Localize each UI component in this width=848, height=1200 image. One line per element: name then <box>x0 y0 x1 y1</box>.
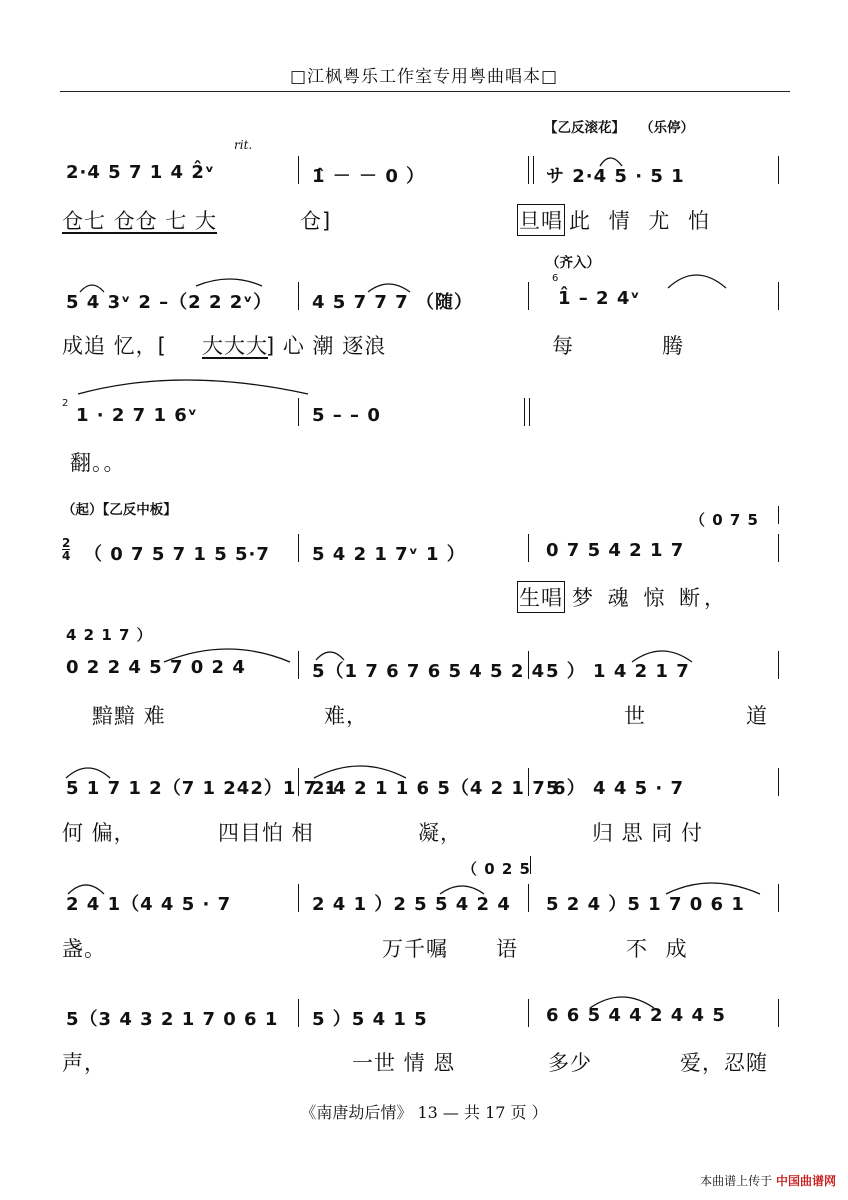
s1-measure-1: 2·4 5 7 1 4 2̂ᵛ <box>66 162 215 183</box>
s6-measure-3: 5 ） 4 4 5 · 7 <box>546 778 685 799</box>
s5-lyric-c: 世 <box>624 704 646 728</box>
slur-arc <box>600 158 622 166</box>
s4-measure-1: （ 0 7 5 7 1 5 5·7 <box>84 544 270 565</box>
s7-lyric-c: 语 <box>496 937 518 961</box>
role-sheng-chang: 生唱 <box>517 581 565 613</box>
s6-lyric-c: 凝， <box>418 821 462 845</box>
site-watermark <box>700 1172 836 1189</box>
s1-measure-3: サ 2·4 5 · 5 1 <box>546 166 685 187</box>
s8-lyric-b: 一世 情 恩 <box>352 1051 456 1075</box>
s7-lyric-d: 不 成 <box>626 937 693 961</box>
s4-lyric: 梦 魂 惊 断， <box>572 586 730 610</box>
s7-lyric-b: 万千嘱 <box>382 937 448 961</box>
s2-measure-3: 1̂ – 2 4ᵛ <box>558 288 641 309</box>
s6-lyric-b: 四目怕 相 <box>218 821 314 845</box>
page-footer: 《南唐劫后情》 13 — 共 17 页 ） <box>300 1103 548 1122</box>
slur-arc <box>632 651 692 662</box>
s5-lyric-b: 难， <box>324 704 368 728</box>
s8-measure-2: 5 ）5 4 1 5 <box>312 1009 428 1030</box>
s2-lyric-d: 每 <box>552 334 574 358</box>
s8-lyric-c: 多少 <box>548 1051 592 1075</box>
s2-measure-1: 5 4 3ᵛ 2 –（2 2 2ᵛ） <box>66 292 273 313</box>
s8-lyric-a: 声， <box>62 1051 106 1075</box>
slur-arc <box>316 652 344 660</box>
s7-measure-2: 2 4 1 ）2 5 5 4 2 4 <box>312 894 511 915</box>
slur-arc <box>314 766 406 778</box>
slur-arc <box>666 883 760 894</box>
s2-lyric-c: ] 心 潮 逐浪 <box>266 334 387 358</box>
slur-arc <box>440 886 484 894</box>
s7-measure-3: 5 2 4 ）5 1 7 0 6 1 <box>546 894 745 915</box>
s3-measure-2: 5 – – 0 <box>312 405 381 426</box>
s4-alt-notes: （ 0 7 5 <box>690 511 759 529</box>
s4-measure-2: 5 4 2 1 7ᵛ 1 ） <box>312 544 466 565</box>
annotation-qiru: （齐入） <box>546 255 600 271</box>
slur-arc <box>80 285 104 292</box>
slur-arc <box>196 279 262 286</box>
annotation-yifan-gunhua: 【乙反滚花】 <box>544 120 625 136</box>
s4-measure-3: 0 7 5 4 2 1 7 <box>546 540 685 561</box>
slur-arc <box>368 284 410 292</box>
svg-text:2: 2 <box>62 398 69 409</box>
s1-lyric-text: 此 情 尤 怕 <box>569 209 716 233</box>
s1-lyric-cang: 仓] <box>300 209 332 233</box>
svg-text:6: 6 <box>552 273 559 284</box>
s2-lyric-a: 成追 忆，[ <box>62 334 167 358</box>
s6-lyric-a: 何 偏， <box>62 821 136 845</box>
s3-measure-1: 1 · 2 7 1 6ᵛ <box>76 405 198 426</box>
s2-lyric-e: 腾 <box>662 334 684 358</box>
s3-lyric: 翻。。 <box>70 451 126 475</box>
site-logo: 中国曲谱网 <box>775 1174 836 1188</box>
annotation-rit: rit. <box>234 138 253 152</box>
watermark-prefix: 本曲谱上传于 <box>700 1174 773 1188</box>
s1-measure-2: 1̂ － － 0 ） <box>312 166 426 187</box>
annotation-yueting: （乐停） <box>640 120 694 136</box>
s8-lyric-d: 爱，忍随 <box>680 1051 768 1075</box>
annotation-qi-yifan-zhongban: （起）【乙反中板】 <box>62 502 177 518</box>
slur-arc <box>78 380 308 394</box>
s5-lyric-d: 道 <box>746 704 768 728</box>
slur-arc <box>668 275 726 288</box>
slur-arc <box>68 885 104 894</box>
s5-measure-3: 5 ） 1 4 2 1 7 <box>546 661 690 682</box>
slur-arc <box>66 768 110 778</box>
slur-arc <box>590 997 654 1008</box>
s5-lyric-a: 黯黯 难 <box>92 704 166 728</box>
time-signature: 2 4 <box>62 536 71 563</box>
s8-measure-3: 6 6 5 4 4 2 4 4 5 <box>546 1005 726 1026</box>
page-header-title: □江枫粤乐工作室专用粤曲唱本□ <box>289 67 559 87</box>
s6-measure-1: 5 1 7 1 2（7 1 242）1 7 1 <box>66 778 338 799</box>
role-dan-chang: 旦唱 <box>517 204 565 236</box>
s5-alt-notes: 4 2 1 7 ） <box>66 626 153 644</box>
s5-measure-2: 5（1 7 6 7 6 5 4 5 2 4 <box>312 661 546 682</box>
s7-lyric-a: 盏。 <box>62 937 106 961</box>
s6-measure-2: 2·4 2 1 1 6 5（4 2 1 7 6 <box>312 778 567 799</box>
slur-arc <box>164 649 290 662</box>
s6-lyric-d: 归 思 同 付 <box>592 821 704 845</box>
s8-measure-1: 5（3 4 3 2 1 7 0 6 1 <box>66 1009 279 1030</box>
s7-alt-notes: （ 0 2 5 <box>462 860 531 878</box>
s1-lyric-percussion: 仓七 仓仓 七 大 <box>62 209 218 233</box>
s5-measure-1: 0 2 2 4 5 7 0 2 4 <box>66 657 246 678</box>
s7-measure-1: 2 4 1（4 4 5 · 7 <box>66 894 232 915</box>
s2-lyric-percussion: 大大大 <box>202 334 268 358</box>
s2-measure-2: 4 5 7 7 7 （随） <box>312 292 473 313</box>
